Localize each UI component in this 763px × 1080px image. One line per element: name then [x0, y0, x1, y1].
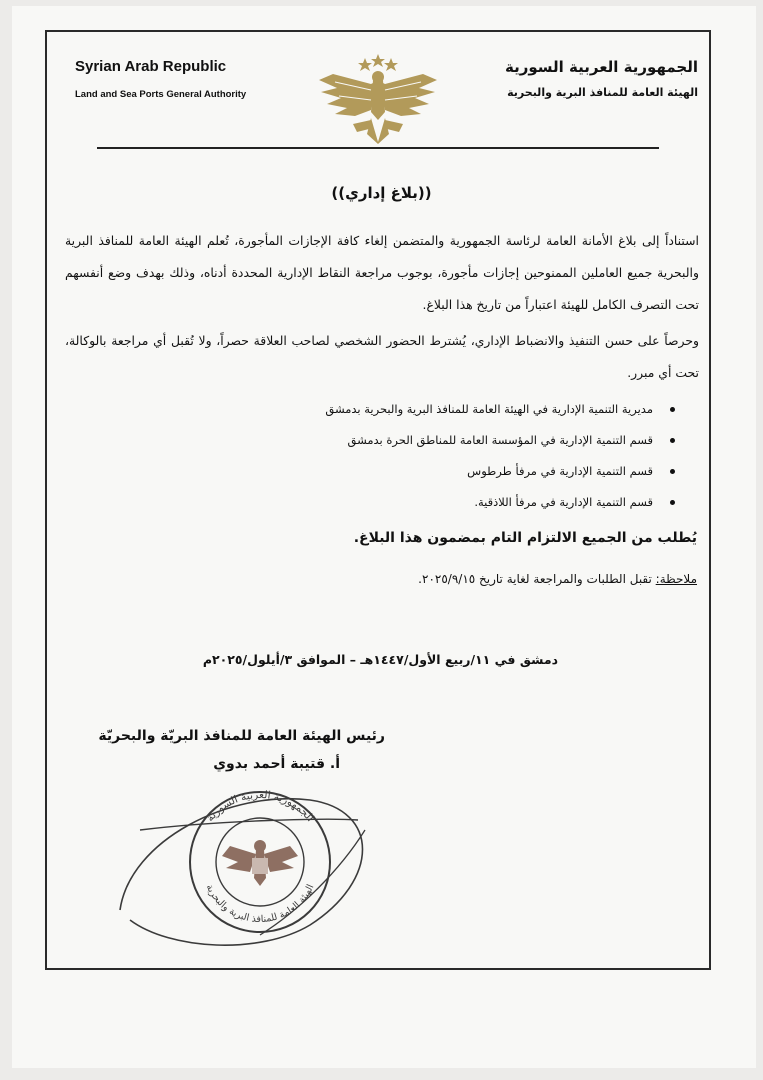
signatory-title: رئيس الهيئة العامة للمنافذ البريّة والبحريّة — [98, 728, 385, 744]
english-authority-name: Land and Sea Ports General Authority — [75, 89, 247, 100]
list-item: مديرية التنمية الإدارية في الهيئة العامة للمنافذ البرية والبحرية بدمشق — [115, 394, 675, 425]
review-points-list — [115, 394, 675, 518]
svg-text:الجمهورية العربية السورية: الجمهورية العربية السورية — [204, 788, 317, 824]
bullet-icon — [670, 438, 675, 443]
compliance-request: يُطلب من الجميع الالتزام التام بمضمون هذا البلاغ. — [353, 530, 697, 546]
bullet-icon — [670, 407, 675, 412]
deadline-note — [418, 572, 697, 586]
arabic-country-name: الجمهورية العربية السورية — [505, 58, 698, 76]
arabic-header — [505, 58, 698, 99]
bullet-icon — [670, 500, 675, 505]
arabic-authority-name: الهيئة العامة للمنافذ البرية والبحرية — [507, 86, 698, 99]
paragraph-2: وحرصاً على حسن التنفيذ والانضباط الإداري، يُشترط الحضور الشخصي لصاحب العلاقة حصراً، ولا تُقبل أي مراجعة بالوكالة، تحت أي مبرر. — [65, 333, 699, 380]
note-label: ملاحظة: — [655, 572, 697, 586]
issue-date: دمشق في ١١/ربيع الأول/١٤٤٧هـ – الموافق ٣/أيلول/٢٠٢٥م — [202, 652, 558, 667]
note-text: تقبل الطلبات والمراجعة لغاية تاريخ ٢٠٢٥/٩/١٥. — [418, 572, 656, 586]
header-divider — [97, 147, 659, 149]
list-item: قسم التنمية الإدارية في مرفأ طرطوس — [115, 456, 675, 487]
eagle-emblem-icon — [313, 50, 443, 145]
bullet-icon — [670, 469, 675, 474]
document-title: ((بلاغ إداري)) — [331, 184, 432, 202]
english-country-name: Syrian Arab Republic — [75, 58, 227, 75]
list-item: قسم التنمية الإدارية في المؤسسة العامة للمناطق الحرة بدمشق — [115, 425, 675, 456]
signatory-name: أ. قتيبة أحمد بدوي — [213, 756, 340, 772]
english-header — [75, 58, 246, 100]
list-item: قسم التنمية الإدارية في مرفأ اللاذقية. — [115, 487, 675, 518]
svg-text:الهيئة العامة للمنافذ البرية و: الهيئة العامة للمنافذ البرية والبحرية — [203, 882, 317, 926]
official-stamp-icon — [110, 760, 390, 960]
paragraph-1: استناداً إلى بلاغ الأمانة العامة لرئاسة الجمهورية والمتضمن إلغاء كافة الإجازات المأجورة، تُعلم الهيئة العامة للمنافذ البرية والبحرية جميع العاملين الممنوحين إجازات مأجورة، بوجوب مراجعة النقاط الإدارية المحددة أدناه، وذلك بهدف وضع أنفسهم تحت التصرف الكامل للهيئة اعتباراً من تاريخ هذا البلاغ. — [65, 233, 699, 312]
